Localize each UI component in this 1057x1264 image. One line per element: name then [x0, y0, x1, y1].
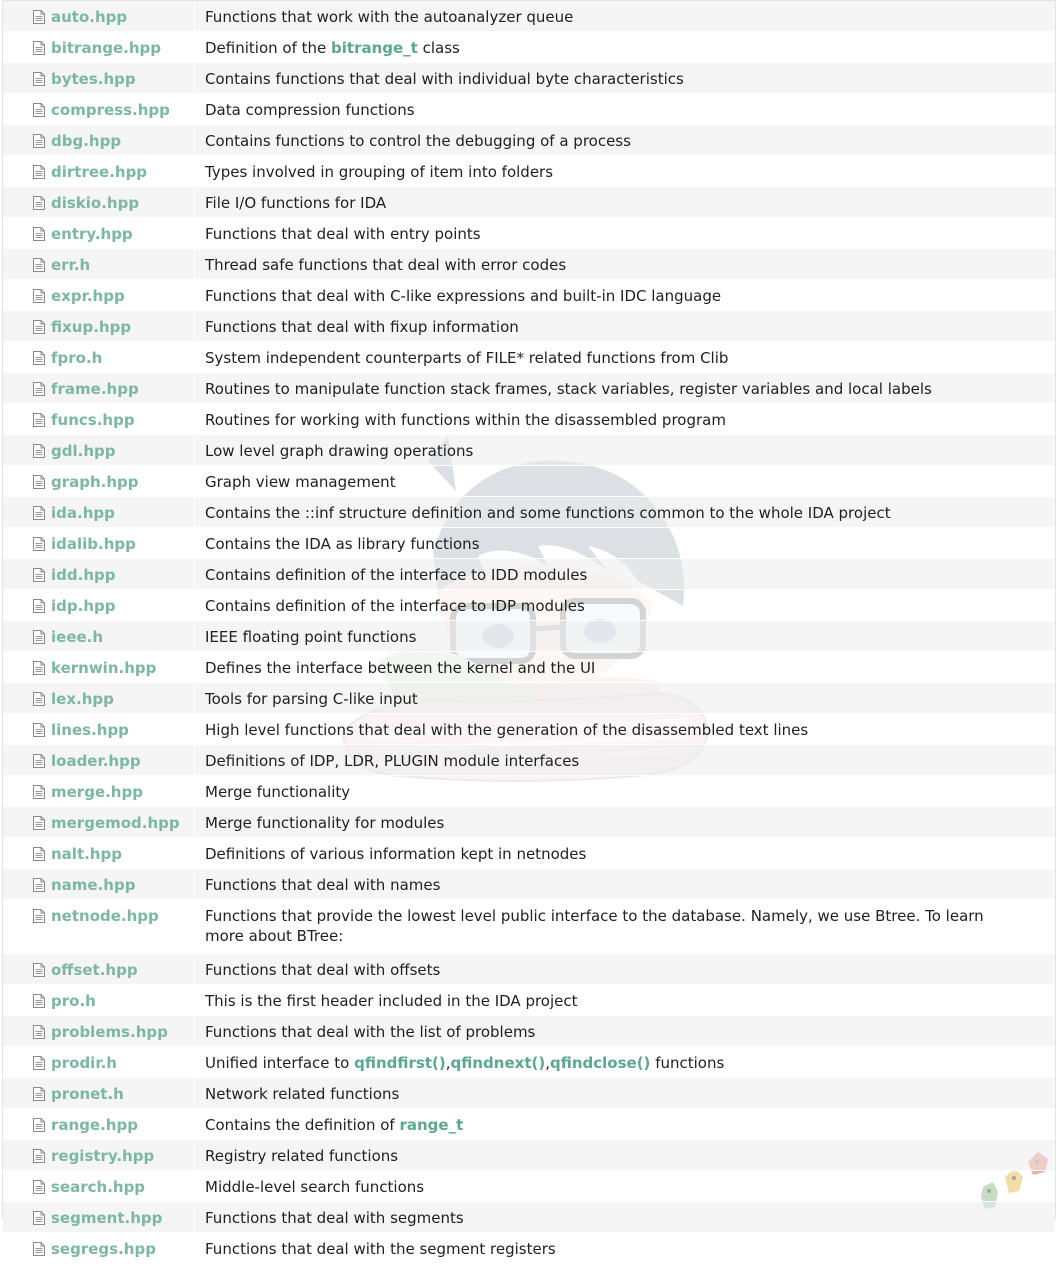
file-document-icon [33, 165, 45, 179]
file-name-cell [3, 94, 195, 125]
file-name-cell [3, 373, 195, 404]
table-row [3, 373, 1055, 404]
file-link[interactable]: nalt.hpp [51, 845, 122, 863]
file-description [195, 559, 1056, 590]
file-link[interactable]: expr.hpp [51, 287, 125, 305]
file-description [195, 404, 1056, 435]
file-name-cell [3, 404, 195, 435]
inline-symbol-link[interactable]: qfindclose() [549, 1054, 651, 1072]
file-name-cell [3, 954, 195, 985]
table-row [3, 1202, 1055, 1233]
file-document-icon [33, 1211, 45, 1225]
file-description [195, 838, 1056, 869]
description-text: Contains the IDA as library functions [205, 535, 480, 553]
file-description [195, 466, 1056, 497]
description-text: Functions that deal with the segment registers [205, 1240, 556, 1258]
file-description [195, 1, 1056, 32]
table-row [3, 249, 1055, 280]
file-name-cell [3, 156, 195, 187]
description-text: Contains the ::inf structure definition and some functions common to the whole IDA project [205, 504, 891, 522]
file-description [195, 954, 1056, 985]
file-name-cell [3, 435, 195, 466]
table-row [3, 776, 1055, 807]
table-row [3, 404, 1055, 435]
file-link[interactable]: bytes.hpp [51, 70, 136, 88]
file-name-cell [3, 249, 195, 280]
table-row [3, 1078, 1055, 1109]
inline-symbol-link[interactable]: bitrange_t [331, 39, 418, 57]
table-row [3, 954, 1055, 985]
file-name-cell [3, 559, 195, 590]
table-row [3, 156, 1055, 187]
file-description [195, 342, 1056, 373]
file-description [195, 156, 1056, 187]
file-name-cell [3, 1202, 195, 1233]
table-row [3, 745, 1055, 776]
file-description [195, 63, 1056, 94]
file-name-cell [3, 63, 195, 94]
file-description [195, 1140, 1056, 1171]
file-document-icon [33, 816, 45, 830]
file-link[interactable]: ida.hpp [51, 504, 115, 522]
table-row [3, 1171, 1055, 1202]
file-link[interactable]: graph.hpp [51, 473, 139, 491]
table-row [3, 1233, 1055, 1264]
file-link[interactable]: lines.hpp [51, 721, 129, 739]
file-description [195, 528, 1056, 559]
table-row [3, 559, 1055, 590]
file-document-icon [33, 227, 45, 241]
description-text: Merge functionality [205, 783, 351, 801]
file-description [195, 1171, 1056, 1202]
table-row [3, 342, 1055, 373]
file-document-icon [33, 103, 45, 117]
file-document-icon [33, 289, 45, 303]
file-name-cell [3, 683, 195, 714]
file-description [195, 187, 1056, 218]
file-name-cell [3, 466, 195, 497]
description-text: Routines for working with functions within the disassembled program [205, 411, 726, 429]
description-text: Registry related functions [205, 1147, 399, 1165]
file-link[interactable]: funcs.hpp [51, 411, 135, 429]
file-name-cell [3, 1016, 195, 1047]
file-description [195, 745, 1056, 776]
description-text: Functions that deal with the list of problems [205, 1023, 536, 1041]
inline-symbol-link[interactable]: qfindnext() [450, 1054, 546, 1072]
file-name-cell [3, 985, 195, 1016]
table-row [3, 528, 1055, 559]
description-text: Low level graph drawing operations [205, 442, 474, 460]
file-link[interactable]: search.hpp [51, 1178, 146, 1196]
file-link[interactable]: auto.hpp [51, 8, 128, 26]
file-name-cell [3, 32, 195, 63]
file-link[interactable]: frame.hpp [51, 380, 139, 398]
file-link[interactable]: diskio.hpp [51, 194, 140, 212]
file-link[interactable]: fpro.h [51, 349, 103, 367]
file-document-icon [33, 196, 45, 210]
description-text: Routines to manipulate function stack frames, stack variables, register variables and local labels [205, 380, 932, 398]
file-name-cell [3, 1, 195, 32]
file-name-cell [3, 900, 195, 954]
file-document-icon [33, 599, 45, 613]
table-row [3, 63, 1055, 94]
file-name-cell [3, 1109, 195, 1140]
table-row [3, 497, 1055, 528]
table-row [3, 869, 1055, 900]
file-document-icon [33, 382, 45, 396]
description-text: , [445, 1054, 451, 1072]
file-document-icon [33, 351, 45, 365]
file-name-cell [3, 745, 195, 776]
file-link[interactable]: ieee.h [51, 628, 104, 646]
file-description [195, 32, 1056, 63]
file-link[interactable]: compress.hpp [51, 101, 170, 119]
table-row [3, 1, 1055, 32]
file-name-cell [3, 776, 195, 807]
file-name-cell [3, 838, 195, 869]
description-text: Merge functionality for modules [205, 814, 445, 832]
file-link[interactable]: kernwin.hpp [51, 659, 157, 677]
file-document-icon [33, 785, 45, 799]
description-text: Network related functions [205, 1085, 400, 1103]
description-text: Contains functions to control the debugging of a process [205, 132, 631, 150]
file-description [195, 900, 1056, 954]
file-name-cell [3, 807, 195, 838]
file-document-icon [33, 878, 45, 892]
file-link[interactable]: problems.hpp [51, 1023, 168, 1041]
file-document-icon [33, 413, 45, 427]
description-text: Data compression functions [205, 101, 415, 119]
table-row [3, 985, 1055, 1016]
file-name-cell [3, 714, 195, 745]
table-row [3, 838, 1055, 869]
file-link[interactable]: entry.hpp [51, 225, 133, 243]
file-description [195, 985, 1056, 1016]
file-document-icon [33, 444, 45, 458]
file-description [195, 435, 1056, 466]
file-name-cell [3, 1140, 195, 1171]
description-text: Functions that deal with segments [205, 1209, 464, 1227]
file-link[interactable]: segregs.hpp [51, 1240, 156, 1258]
file-document-icon [33, 41, 45, 55]
file-document-icon [33, 506, 45, 520]
description-text: Functions that deal with entry points [205, 225, 481, 243]
file-link[interactable]: idalib.hpp [51, 535, 136, 553]
file-document-icon [33, 1056, 45, 1070]
table-row [3, 652, 1055, 683]
file-document-icon [33, 723, 45, 737]
file-name-cell [3, 280, 195, 311]
file-document-icon [33, 1180, 45, 1194]
file-description [195, 1202, 1056, 1233]
table-row [3, 621, 1055, 652]
file-description [195, 590, 1056, 621]
table-row [3, 714, 1055, 745]
file-document-icon [33, 537, 45, 551]
file-document-icon [33, 1242, 45, 1256]
description-text: File I/O functions for IDA [205, 194, 387, 212]
file-link[interactable]: err.h [51, 256, 91, 274]
description-text: Functions that deal with fixup information [205, 318, 519, 336]
file-document-icon [33, 1149, 45, 1163]
file-document-icon [33, 134, 45, 148]
file-document-icon [33, 661, 45, 675]
table-row [3, 900, 1055, 954]
file-description [195, 94, 1056, 125]
file-name-cell [3, 590, 195, 621]
file-description [195, 311, 1056, 342]
description-text: This is the first header included in the IDA project [205, 992, 578, 1010]
file-description [195, 807, 1056, 838]
file-name-cell [3, 311, 195, 342]
file-document-icon [33, 994, 45, 1008]
file-document-icon [33, 568, 45, 582]
description-text: Contains the definition of [205, 1116, 400, 1134]
file-name-cell [3, 869, 195, 900]
file-description [195, 1047, 1056, 1078]
description-text: Tools for parsing C-like input [205, 690, 418, 708]
file-document-icon [33, 754, 45, 768]
table-row [3, 435, 1055, 466]
file-name-cell [3, 1047, 195, 1078]
file-document-icon [33, 1087, 45, 1101]
file-link[interactable]: pro.h [51, 992, 96, 1010]
file-description [195, 373, 1056, 404]
table-row [3, 94, 1055, 125]
file-name-cell [3, 497, 195, 528]
file-name-cell [3, 621, 195, 652]
file-document-icon [33, 963, 45, 977]
table-row [3, 311, 1055, 342]
file-link[interactable]: bitrange.hpp [51, 39, 162, 57]
table-row [3, 590, 1055, 621]
description-text: functions [650, 1054, 725, 1072]
description-text: Definitions of IDP, LDR, PLUGIN module interfaces [205, 752, 580, 770]
file-description [195, 249, 1056, 280]
file-link[interactable]: loader.hpp [51, 752, 141, 770]
file-link[interactable]: prodir.h [51, 1054, 117, 1072]
file-description [195, 1078, 1056, 1109]
file-description [195, 683, 1056, 714]
file-description [195, 280, 1056, 311]
description-text: Types involved in grouping of item into folders [205, 163, 554, 181]
file-name-cell [3, 218, 195, 249]
table-row [3, 807, 1055, 838]
description-text: Middle-level search functions [205, 1178, 425, 1196]
table-row [3, 280, 1055, 311]
description-text: Contains definition of the interface to IDD modules [205, 566, 588, 584]
description-text: IEEE floating point functions [205, 628, 417, 646]
file-list-panel [2, 0, 1056, 1258]
description-text: Contains definition of the interface to IDP modules [205, 597, 585, 615]
table-row [3, 683, 1055, 714]
file-description [195, 1016, 1056, 1047]
table-row [3, 1047, 1055, 1078]
file-link[interactable]: name.hpp [51, 876, 136, 894]
file-document-icon [33, 320, 45, 334]
description-text: High level functions that deal with the generation of the disassembled text lines [205, 721, 809, 739]
file-link[interactable]: pronet.h [51, 1085, 124, 1103]
file-name-cell [3, 652, 195, 683]
file-description [195, 1233, 1056, 1264]
file-table [3, 1, 1055, 1264]
file-name-cell [3, 1078, 195, 1109]
description-text: Functions that deal with names [205, 876, 441, 894]
file-name-cell [3, 1171, 195, 1202]
table-row [3, 187, 1055, 218]
file-description [195, 776, 1056, 807]
description-text: Thread safe functions that deal with error codes [205, 256, 567, 274]
file-link[interactable]: idp.hpp [51, 597, 116, 615]
file-name-cell [3, 125, 195, 156]
file-link[interactable]: registry.hpp [51, 1147, 155, 1165]
file-description [195, 125, 1056, 156]
description-text: System independent counterparts of FILE* related functions from Clib [205, 349, 729, 367]
description-text: Functions that work with the autoanalyzer queue [205, 8, 574, 26]
inline-symbol-link[interactable]: range_t [399, 1116, 464, 1134]
description-text: Functions that deal with offsets [205, 961, 441, 979]
file-link[interactable]: segment.hpp [51, 1209, 163, 1227]
table-row [3, 125, 1055, 156]
file-link[interactable]: fixup.hpp [51, 318, 132, 336]
file-link[interactable]: lex.hpp [51, 690, 114, 708]
file-description [195, 218, 1056, 249]
file-link[interactable]: offset.hpp [51, 961, 138, 979]
description-text: Definition of the [205, 39, 332, 57]
description-text: class [417, 39, 460, 57]
file-document-icon [33, 847, 45, 861]
file-description [195, 869, 1056, 900]
table-row [3, 466, 1055, 497]
description-text: Unified interface to [205, 1054, 355, 1072]
file-document-icon [33, 72, 45, 86]
description-text: Functions that deal with C-like expressions and built-in IDC language [205, 287, 722, 305]
file-document-icon [33, 1025, 45, 1039]
description-text: Contains functions that deal with individual byte characteristics [205, 70, 684, 88]
file-link[interactable]: range.hpp [51, 1116, 138, 1134]
inline-symbol-link[interactable]: qfindfirst() [354, 1054, 446, 1072]
description-text: Defines the interface between the kernel and the UI [205, 659, 596, 677]
file-description [195, 652, 1056, 683]
file-document-icon [33, 692, 45, 706]
file-document-icon [33, 258, 45, 272]
file-document-icon [33, 630, 45, 644]
table-row [3, 1016, 1055, 1047]
file-link[interactable]: idd.hpp [51, 566, 116, 584]
file-document-icon [33, 475, 45, 489]
file-description [195, 1109, 1056, 1140]
table-row [3, 1140, 1055, 1171]
table-row [3, 32, 1055, 63]
file-document-icon [33, 909, 45, 923]
file-link[interactable]: merge.hpp [51, 783, 143, 801]
file-name-cell [3, 1233, 195, 1264]
table-row [3, 1109, 1055, 1140]
description-text: Definitions of various information kept in netnodes [205, 845, 587, 863]
file-name-cell [3, 187, 195, 218]
file-description [195, 497, 1056, 528]
file-document-icon [33, 10, 45, 24]
file-description [195, 621, 1056, 652]
file-description [195, 714, 1056, 745]
file-link[interactable]: netnode.hpp [51, 907, 159, 925]
table-row [3, 218, 1055, 249]
description-text: Graph view management [205, 473, 396, 491]
description-text: Functions that provide the lowest level public interface to the database. Namely, we use Btree. To learn more about BTree: [205, 907, 984, 945]
file-link[interactable]: dbg.hpp [51, 132, 122, 150]
file-link[interactable]: mergemod.hpp [51, 814, 180, 832]
file-document-icon [33, 1118, 45, 1132]
file-link[interactable]: gdl.hpp [51, 442, 116, 460]
file-name-cell [3, 342, 195, 373]
file-link[interactable]: dirtree.hpp [51, 163, 148, 181]
file-name-cell [3, 528, 195, 559]
description-text: , [545, 1054, 550, 1072]
